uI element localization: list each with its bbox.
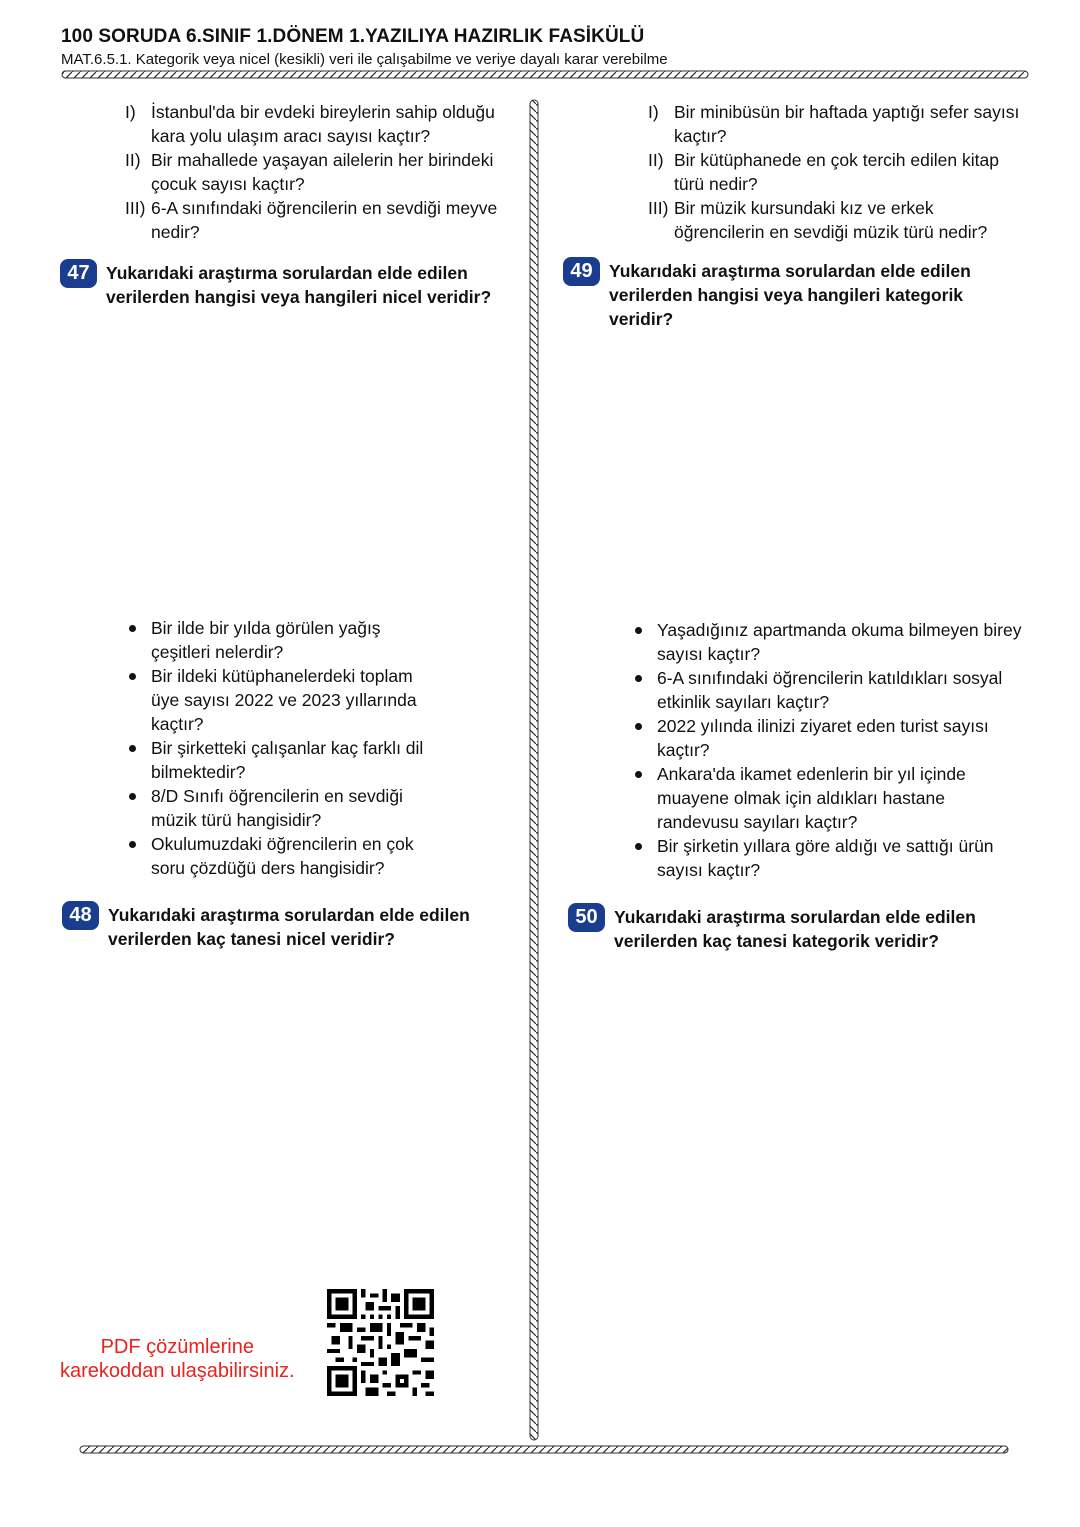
- list-item: Okulumuzdaki öğrencilerin en çok soru çözdüğü ders hangisidir?: [123, 832, 443, 880]
- note-line-1: PDF çözümlerine: [100, 1336, 254, 1358]
- item-text: Bir müzik kursundaki kız ve erkek öğrencilerin en sevdiği müzik türü nedir?: [674, 198, 988, 242]
- question-50: [568, 903, 998, 953]
- qr-code-icon[interactable]: [327, 1289, 434, 1396]
- item-text: Bir minibüsün bir haftada yaptığı sefer sayısı kaçtır?: [674, 102, 1020, 146]
- list-item: 6-A sınıfındaki öğrencilerin katıldıkları sosyal etkinlik sayıları kaçtır?: [629, 666, 1029, 714]
- list-item: Bir ilde bir yılda görülen yağış çeşitleri nelerdir?: [123, 616, 443, 664]
- list-item: [648, 100, 1028, 148]
- item-number: II): [125, 150, 141, 170]
- page-title: 100 SORUDA 6.SINIF 1.DÖNEM 1.YAZILIYA HAZIRLIK FASİKÜLÜ: [61, 26, 645, 47]
- list-item: [125, 196, 520, 244]
- question-48: [62, 901, 512, 951]
- list-item: [648, 196, 1028, 244]
- left-bullet-questions: [123, 616, 443, 880]
- item-text: 6-A sınıfındaki öğrencilerin en sevdiği meyve nedir?: [151, 198, 498, 242]
- list-item: Bir şirketin yıllara göre aldığı ve sattığı ürün sayısı kaçtır?: [629, 834, 1029, 882]
- item-number: III): [125, 198, 146, 218]
- question-text: Yukarıdaki araştırma sorulardan elde edilen verilerden hangisi veya hangileri kategorik veridir?: [609, 261, 971, 329]
- header-rope-divider: [62, 71, 1028, 78]
- question-number-badge: 50: [568, 903, 605, 932]
- item-number: I): [125, 102, 136, 122]
- list-item: [125, 100, 520, 148]
- center-rope-divider: [530, 100, 538, 1440]
- question-number-badge: 49: [563, 257, 600, 286]
- question-text: Yukarıdaki araştırma sorulardan elde edilen verilerden kaç tanesi kategorik veridir?: [614, 907, 976, 951]
- note-line-2: karekoddan ulaşabilirsiniz.: [60, 1360, 295, 1382]
- right-bullet-questions: [629, 618, 1029, 882]
- list-item: Bir ildeki kütüphanelerdeki toplam üye sayısı 2022 ve 2023 yıllarında kaçtır?: [123, 664, 443, 736]
- footer-rope-divider: [80, 1446, 1008, 1453]
- list-item: [648, 148, 1028, 196]
- item-text: Bir mahallede yaşayan ailelerin her birindeki çocuk sayısı kaçtır?: [151, 150, 494, 194]
- item-number: II): [648, 150, 664, 170]
- list-item: [125, 148, 520, 196]
- list-item: 2022 yılında ilinizi ziyaret eden turist sayısı kaçtır?: [629, 714, 1029, 762]
- list-item: Bir şirketteki çalışanlar kaç farklı dil bilmektedir?: [123, 736, 443, 784]
- question-number-badge: 47: [60, 259, 97, 288]
- list-item: 8/D Sınıfı öğrencilerin en sevdiği müzik türü hangisidir?: [123, 784, 443, 832]
- left-research-questions: [125, 100, 520, 244]
- question-47: [60, 259, 510, 309]
- item-number: I): [648, 102, 659, 122]
- question-49: [563, 257, 993, 331]
- page-subtitle: MAT.6.5.1. Kategorik veya nicel (kesikli) veri ile çalışabilme ve veriye dayalı karar verebilme: [61, 51, 668, 68]
- right-research-questions: [648, 100, 1028, 244]
- item-text: İstanbul'da bir evdeki bireylerin sahip olduğu kara yolu ulaşım aracı sayısı kaçtır?: [151, 102, 495, 146]
- question-text: Yukarıdaki araştırma sorulardan elde edilen verilerden kaç tanesi nicel veridir?: [108, 905, 470, 949]
- item-text: Bir kütüphanede en çok tercih edilen kitap türü nedir?: [674, 150, 999, 194]
- item-number: III): [648, 198, 669, 218]
- list-item: Ankara'da ikamet edenlerin bir yıl içinde muayene olmak için aldıkları hastane randevusu sayıları kaçtır?: [629, 762, 1029, 834]
- list-item: Yaşadığınız apartmanda okuma bilmeyen birey sayısı kaçtır?: [629, 618, 1029, 666]
- question-text: Yukarıdaki araştırma sorulardan elde edilen verilerden hangisi veya hangileri nicel veridir?: [106, 263, 492, 307]
- question-number-badge: 48: [62, 901, 99, 930]
- pdf-solutions-note: [60, 1335, 295, 1383]
